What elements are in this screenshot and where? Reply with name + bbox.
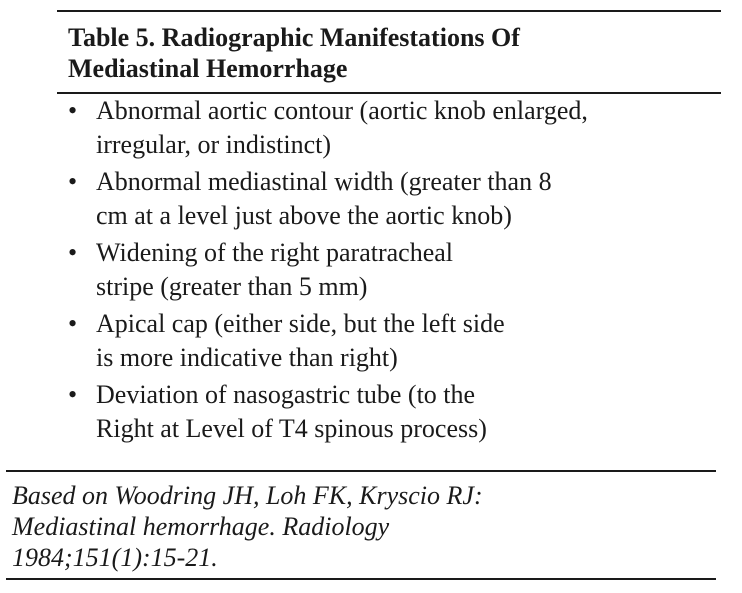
table-title-line-1: Table 5. Radiographic Manifestations Of [68,23,520,52]
source-top-rule [6,470,716,472]
list-item-text: Deviation of nasogastric tube (to the [96,380,476,409]
source-line-1: Based on Woodring JH, Loh FK, Kryscio RJ: [12,481,483,510]
bullet-icon: • [68,309,78,338]
source-line-3: 1984;151(1):15-21. [12,543,218,572]
list-item [68,165,718,233]
bullet-icon: • [68,167,78,196]
list-item-text: Right at Level of T4 spinous process) [96,414,487,443]
list-item-text: Widening of the right paratracheal [96,238,454,267]
list-item [68,378,718,446]
manifestations-list [68,94,718,449]
bullet-icon: • [68,380,78,409]
bullet-icon: • [68,238,78,267]
list-item [68,307,718,375]
list-item [68,94,718,162]
list-item-text: irregular, or indistinct) [96,130,332,159]
list-item-text: Abnormal mediastinal width (greater than 8 [96,167,552,196]
table-title-line-2: Mediastinal Hemorrhage [68,54,348,83]
source-citation [12,480,712,573]
bullet-icon: • [68,96,78,125]
top-rule [57,10,721,12]
list-item-text: cm at a level just above the aortic knob) [96,201,512,230]
bottom-rule [6,578,716,580]
table-title [68,22,708,84]
list-item-text: Apical cap (either side, but the left side [96,309,505,338]
list-item [68,236,718,304]
list-item-text: stripe (greater than 5 mm) [96,272,368,301]
source-line-2: Mediastinal hemorrhage. Radiology [12,512,390,541]
list-item-text: Abnormal aortic contour (aortic knob enlarged, [96,96,588,125]
list-item-text: is more indicative than right) [96,343,398,372]
